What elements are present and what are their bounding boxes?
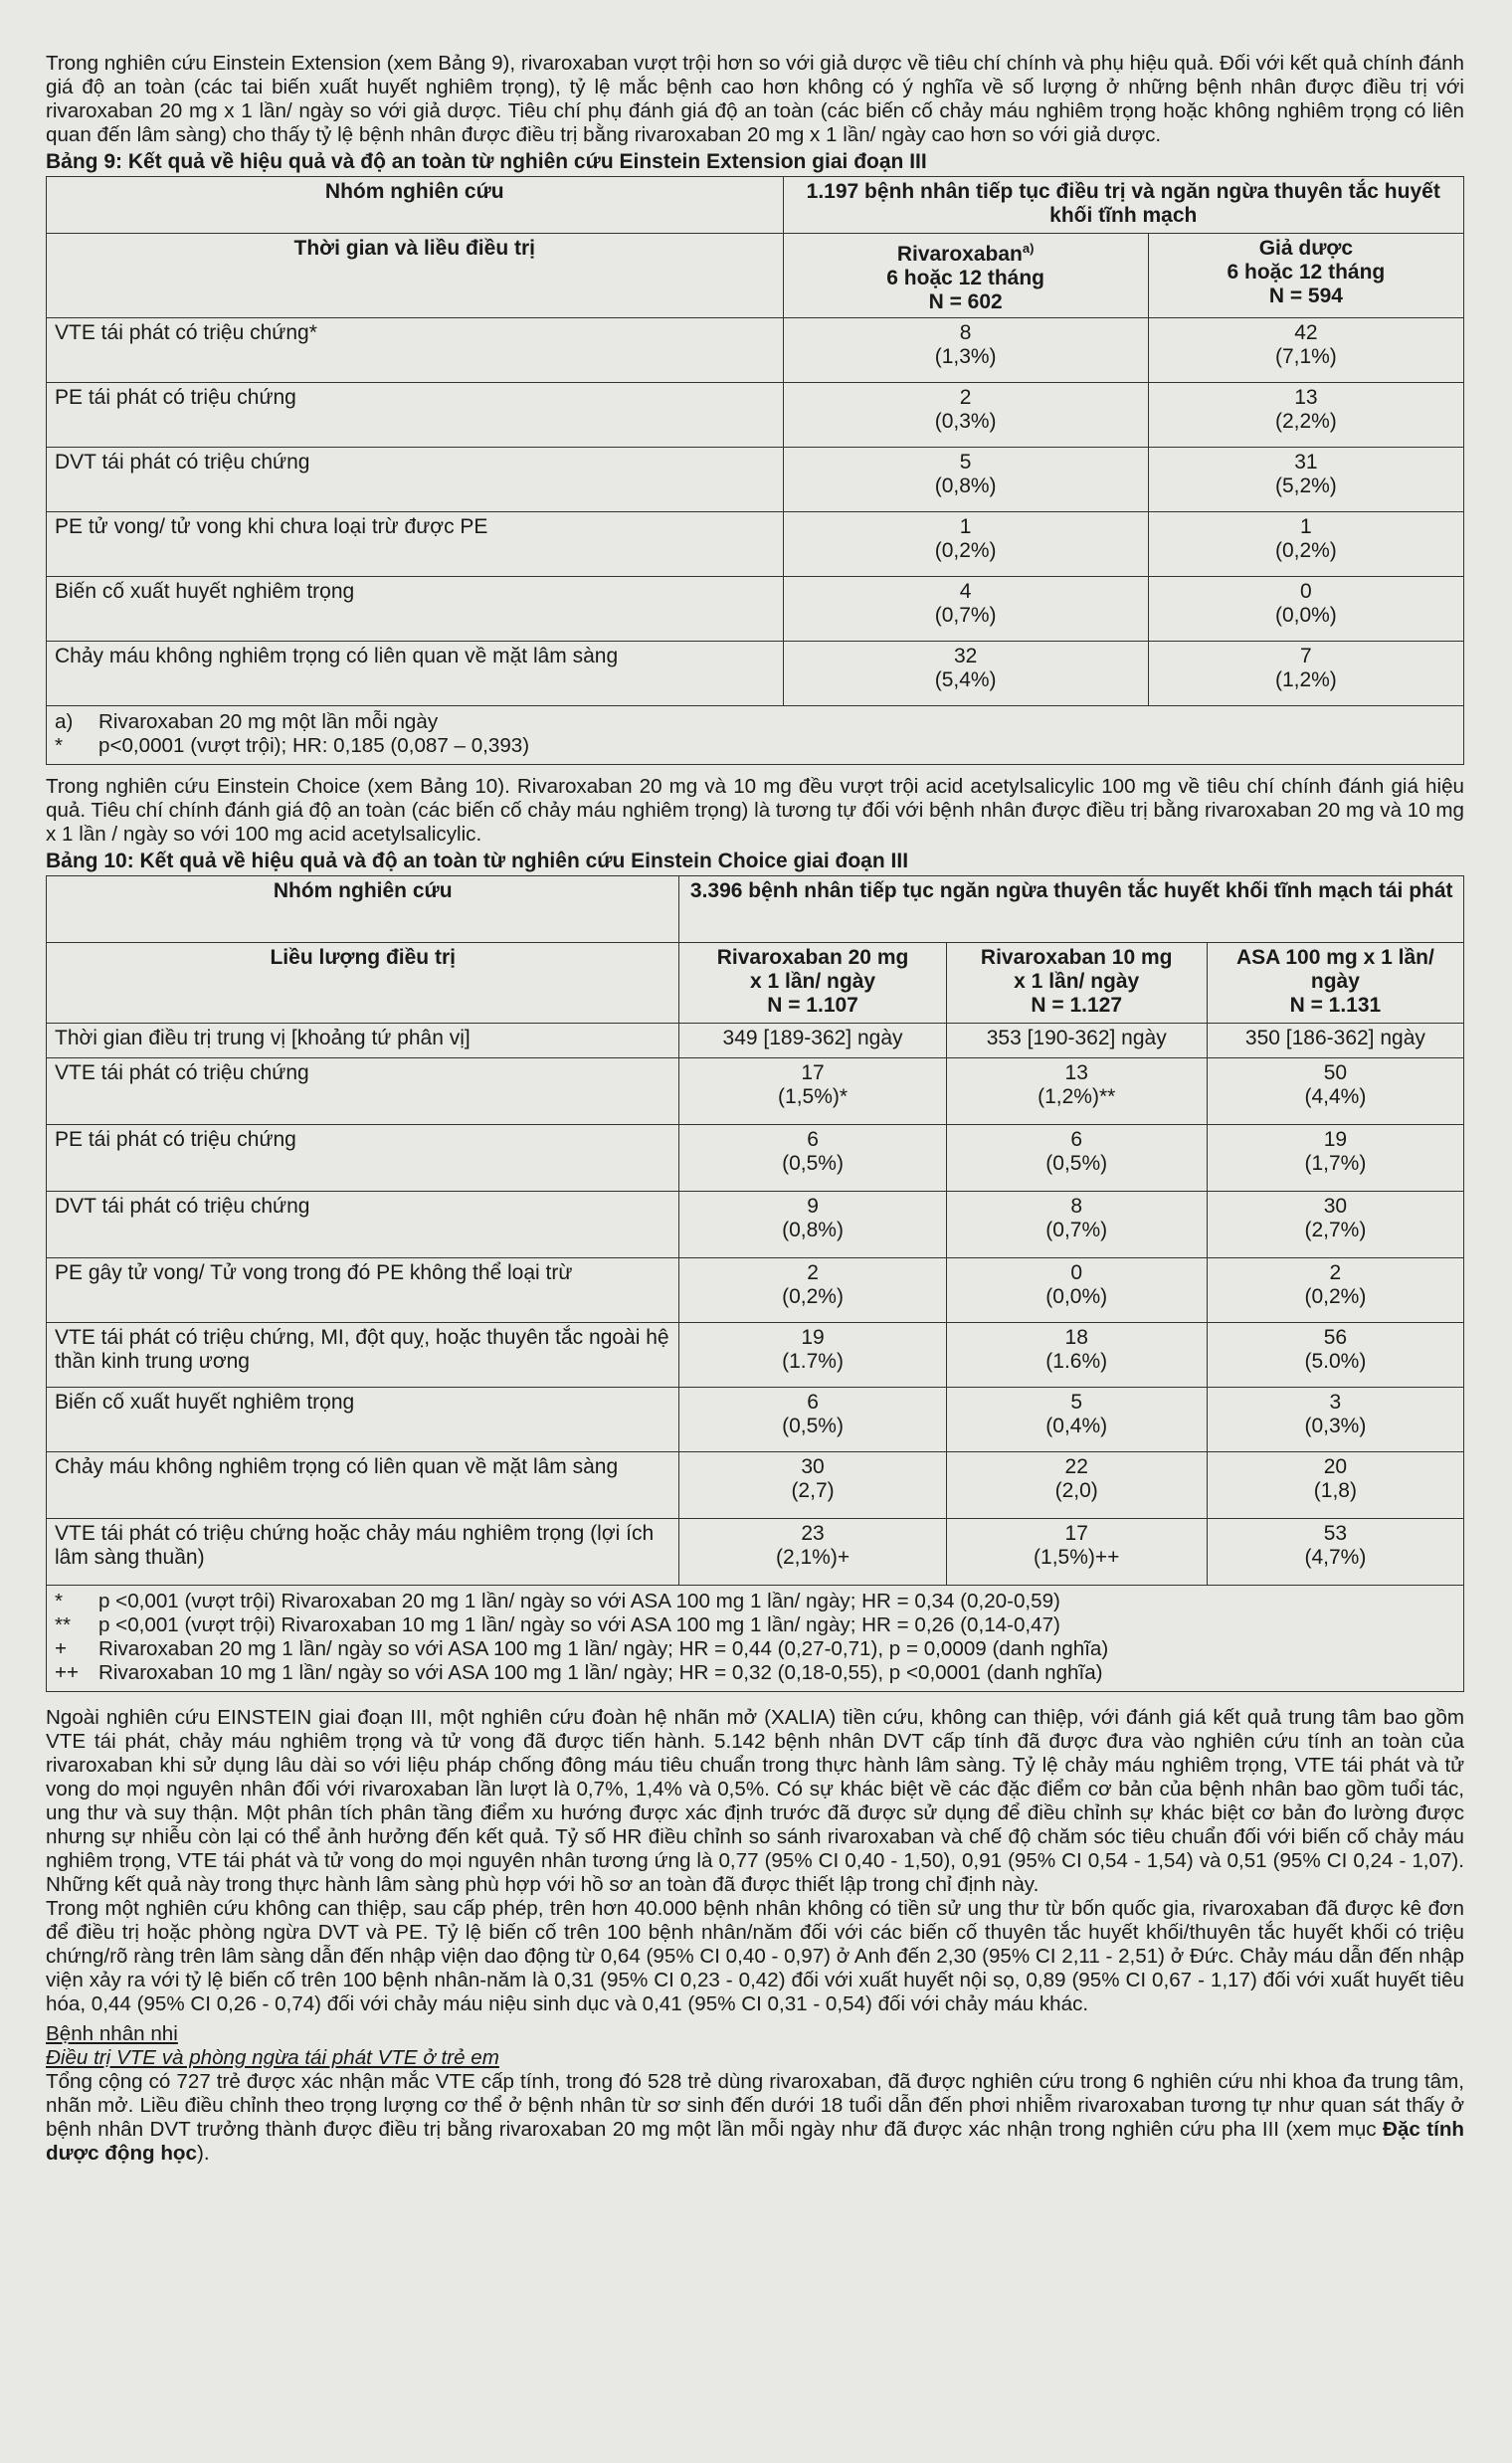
- t10-header-dose: Liều lượng điều trị: [47, 943, 679, 1024]
- t9-col-placebo: Giả dược 6 hoặc 12 tháng N = 594: [1148, 234, 1463, 318]
- table-9: [46, 176, 1464, 765]
- table-row: DVT tái phát có triệu chứng 9 (0,8%) 8 (0,7%) 30 (2,7%): [47, 1192, 1464, 1258]
- t10-footnotes: * p <0,001 (vượt trội) Rivaroxaban 20 mg 1 lần/ ngày so với ASA 100 mg 1 lần/ ngày; HR = 0,34 (0,20-0,59) ** p <0,001 (vượt trội) Rivaroxaban 10 mg 1 lần/ ngày so với ASA 100 mg 1 lần/ ngày; HR = 0,26 (0,14-0,47) + Rivaroxaban 20 mg 1 lần/ ngày so với ASA 100 mg 1 lần/ ngày; HR = 0,44 (0,27-0,71), p = 0,0009 (danh nghĩa) ++ Rivaroxaban 10 mg 1 lần/ ngày so với ASA 100 mg 1 lần/ ngày; HR = 0,32 (0,18-0,55), p <0,0001 (danh nghĩa): [47, 1586, 1464, 1692]
- table-row: PE tái phát có triệu chứng 6 (0,5%) 6 (0,5%) 19 (1,7%): [47, 1125, 1464, 1192]
- intro-paragraph: Trong nghiên cứu Einstein Extension (xem Bảng 9), rivaroxaban vượt trội hơn so với giả dược về tiêu chí chính và phụ hiệu quả. Đối với kết quả chính đánh giá độ an toàn (các tai biến xuất huyết nghiêm trọng), tỷ lệ mắc bệnh cao hơn không có ý nghĩa về số lượng ở những bệnh nhân được điều trị với rivaroxaban 20 mg x 1 lần/ ngày so với giả dược. Tiêu chí phụ đánh giá độ an toàn (các biến cố chảy máu nghiêm trọng hoặc không nghiêm trọng có liên quan đến lâm sàng) cho thấy tỷ lệ bệnh nhân được điều trị bằng rivaroxaban 20 mg x 1 lần/ ngày cao hơn so với giả dược.: [46, 52, 1464, 146]
- xalia-paragraph: Ngoài nghiên cứu EINSTEIN giai đoạn III, một nghiên cứu đoàn hệ nhãn mở (XALIA) tiền cứu, không can thiệp, với đánh giá kết quả trung tâm bao gồm VTE tái phát, chảy máu nghiêm trọng và tử vong đã được tiến hành. 5.142 bệnh nhân DVT cấp tính đã được đưa vào nghiên cứu tính an toàn của rivaroxaban khi sử dụng lâu dài so với liệu pháp chống đông máu tiêu chuẩn trong thực hành lâm sàng. Tỷ lệ chảy máu nghiêm trọng, VTE tái phát và tử vong do mọi nguyên nhân đối với rivaroxaban lần lượt là 0,7%, 1,4% và 0,5%. Có sự khác biệt về các đặc điểm cơ bản của bệnh nhân bao gồm tuổi tác, ung thư và suy thận. Một phân tích phân tầng điểm xu hướng được xác định trước đã được sử dụng để điều chỉnh sự khác biệt cơ bản đo lường được nhưng sự nhiễu còn lại có thể ảnh hưởng đến kết quả. Tỷ số HR điều chỉnh so sánh rivaroxaban và chế độ chăm sóc tiêu chuẩn đối với biến cố chảy máu nghiêm trọng, VTE tái phát và tử vong do mọi nguyên nhân tương ứng là 0,77 (95% CI 0,40 - 1,50), 0,91 (95% CI 0,54 - 1,54) và 0,51 (95% CI 0,24 - 1,07). Những kết quả này trong thực hành lâm sàng phù hợp với hồ sơ an toàn đã được thiết lập trong chỉ định này.: [46, 1706, 1464, 1896]
- table-row: Thời gian điều trị trung vị [khoảng tứ phân vị] 349 [189-362] ngày 353 [190-362] ngày 350 [186-362] ngày: [47, 1024, 1464, 1058]
- table-row: Chảy máu không nghiêm trọng có liên quan về mặt lâm sàng 32 (5,4%) 7 (1,2%): [47, 642, 1464, 706]
- pediatric-heading: Bệnh nhân nhi: [46, 2022, 178, 2045]
- t9-footnotes: a) Rivaroxaban 20 mg một lần mỗi ngày * p<0,0001 (vượt trội); HR: 0,185 (0,087 – 0,393): [47, 706, 1464, 765]
- t10-col-asa: ASA 100 mg x 1 lần/ ngày N = 1.131: [1207, 943, 1463, 1024]
- t10-header-group: Nhóm nghiên cứu: [47, 876, 679, 943]
- table-row: PE gây tử vong/ Tử vong trong đó PE không thể loại trừ 2 (0,2%) 0 (0,0%) 2 (0,2%): [47, 1258, 1464, 1323]
- table-row: Chảy máu không nghiêm trọng có liên quan về mặt lâm sàng 30 (2,7) 22 (2,0) 20 (1,8): [47, 1452, 1464, 1519]
- table-row: PE tái phát có triệu chứng 2 (0,3%) 13 (2,2%): [47, 383, 1464, 448]
- t9-col-rivaroxaban: Rivaroxaban$^{a)}$ 6 hoặc 12 tháng N = 602: [783, 234, 1148, 318]
- table-row: VTE tái phát có triệu chứng 17 (1,5%)* 13 (1,2%)** 50 (4,4%): [47, 1058, 1464, 1125]
- pediatric-subheading: Điều trị VTE và phòng ngừa tái phát VTE ở trẻ em: [46, 2046, 499, 2069]
- t9-header-time: Thời gian và liều điều trị: [47, 234, 784, 318]
- table-row: VTE tái phát có triệu chứng hoặc chảy máu nghiêm trọng (lợi ích lâm sàng thuần) 23 (2,1%)+ 17 (1,5%)++ 53 (4,7%): [47, 1519, 1464, 1586]
- post-marketing-paragraph: Trong một nghiên cứu không can thiệp, sau cấp phép, trên hơn 40.000 bệnh nhân không có tiền sử ung thư từ bốn quốc gia, rivaroxaban đã được kê đơn để điều trị hoặc phòng ngừa DVT và PE. Tỷ lệ biến cố trên 100 bệnh nhân/năm đối với các biến cố thuyên tắc huyết khối/thuyên tắc huyết khối có triệu chứng/rõ ràng trên lâm sàng dẫn đến nhập viện dao động từ 0,64 (95% CI 0,40 - 0,97) ở Anh đến 2,30 (95% CI 2,11 - 2,51) ở Đức. Chảy máu dẫn đến nhập viện xảy ra với tỷ lệ biến cố trên 100 bệnh nhân-năm là 0,31 (95% CI 0,23 - 0,42) đối với xuất huyết nội sọ, 0,89 (95% CI 0,67 - 1,17) đối với xuất huyết tiêu hóa, 0,44 (95% CI 0,26 - 0,74) đối với chảy máu niệu sinh dục và 0,41 (95% CI 0,31 - 0,54) đối với chảy máu khác.: [46, 1897, 1464, 2015]
- table-row: PE tử vong/ tử vong khi chưa loại trừ được PE 1 (0,2%) 1 (0,2%): [47, 512, 1464, 577]
- table-10-caption: Bảng 10: Kết quả về hiệu quả và độ an toàn từ nghiên cứu Einstein Choice giai đoạn III: [46, 850, 909, 872]
- t9-header-group: Nhóm nghiên cứu: [47, 177, 784, 234]
- table-row: VTE tái phát có triệu chứng, MI, đột quỵ, hoặc thuyên tắc ngoài hệ thần kinh trung ương 19 (1.7%) 18 (1.6%) 56 (5.0%): [47, 1323, 1464, 1388]
- table-row: DVT tái phát có triệu chứng 5 (0,8%) 31 (5,2%): [47, 448, 1464, 512]
- table-10: [46, 875, 1464, 1692]
- table-row: VTE tái phát có triệu chứng* 8 (1,3%) 42 (7,1%): [47, 318, 1464, 383]
- choice-paragraph: Trong nghiên cứu Einstein Choice (xem Bảng 10). Rivaroxaban 20 mg và 10 mg đều vượt trội acid acetylsalicylic 100 mg về tiêu chí chính đánh giá hiệu quả. Tiêu chí chính đánh giá độ an toàn (các biến cố chảy máu nghiêm trọng) là tương tự đối với bệnh nhân được điều trị bằng rivaroxaban 20 mg và 10 mg x 1 lần / ngày so với 100 mg acid acetylsalicylic.: [46, 775, 1464, 846]
- pediatric-paragraph: Tổng cộng có 727 trẻ được xác nhận mắc VTE cấp tính, trong đó 528 trẻ dùng rivaroxaban, đã được nghiên cứu trong 6 nghiên cứu nhi khoa đa trung tâm, nhãn mở. Liều điều chỉnh theo trọng lượng cơ thể ở bệnh nhân từ sơ sinh đến dưới 18 tuổi dẫn đến phơi nhiễm rivaroxaban tương tự như quan sát thấy ở bệnh nhân DVT trưởng thành được điều trị bằng rivaroxaban 20 mg một lần mỗi ngày như đã được xác nhận trong nghiên cứu pha III (xem mục Đặc tính dược động học).: [46, 2070, 1464, 2165]
- table-9-caption: Bảng 9: Kết quả về hiệu quả và độ an toàn từ nghiên cứu Einstein Extension giai đoạn III: [46, 150, 927, 173]
- table-row: Biến cố xuất huyết nghiêm trọng 4 (0,7%) 0 (0,0%): [47, 577, 1464, 642]
- table-row: Biến cố xuất huyết nghiêm trọng 6 (0,5%) 5 (0,4%) 3 (0,3%): [47, 1388, 1464, 1452]
- t10-col-riva10: Rivaroxaban 10 mg x 1 lần/ ngày N = 1.127: [946, 943, 1207, 1024]
- t10-col-riva20: Rivaroxaban 20 mg x 1 lần/ ngày N = 1.107: [679, 943, 946, 1024]
- t9-header-population: 1.197 bệnh nhân tiếp tục điều trị và ngăn ngừa thuyên tắc huyết khối tĩnh mạch: [783, 177, 1463, 234]
- t10-header-population: 3.396 bệnh nhân tiếp tục ngăn ngừa thuyên tắc huyết khối tĩnh mạch tái phát: [679, 876, 1464, 943]
